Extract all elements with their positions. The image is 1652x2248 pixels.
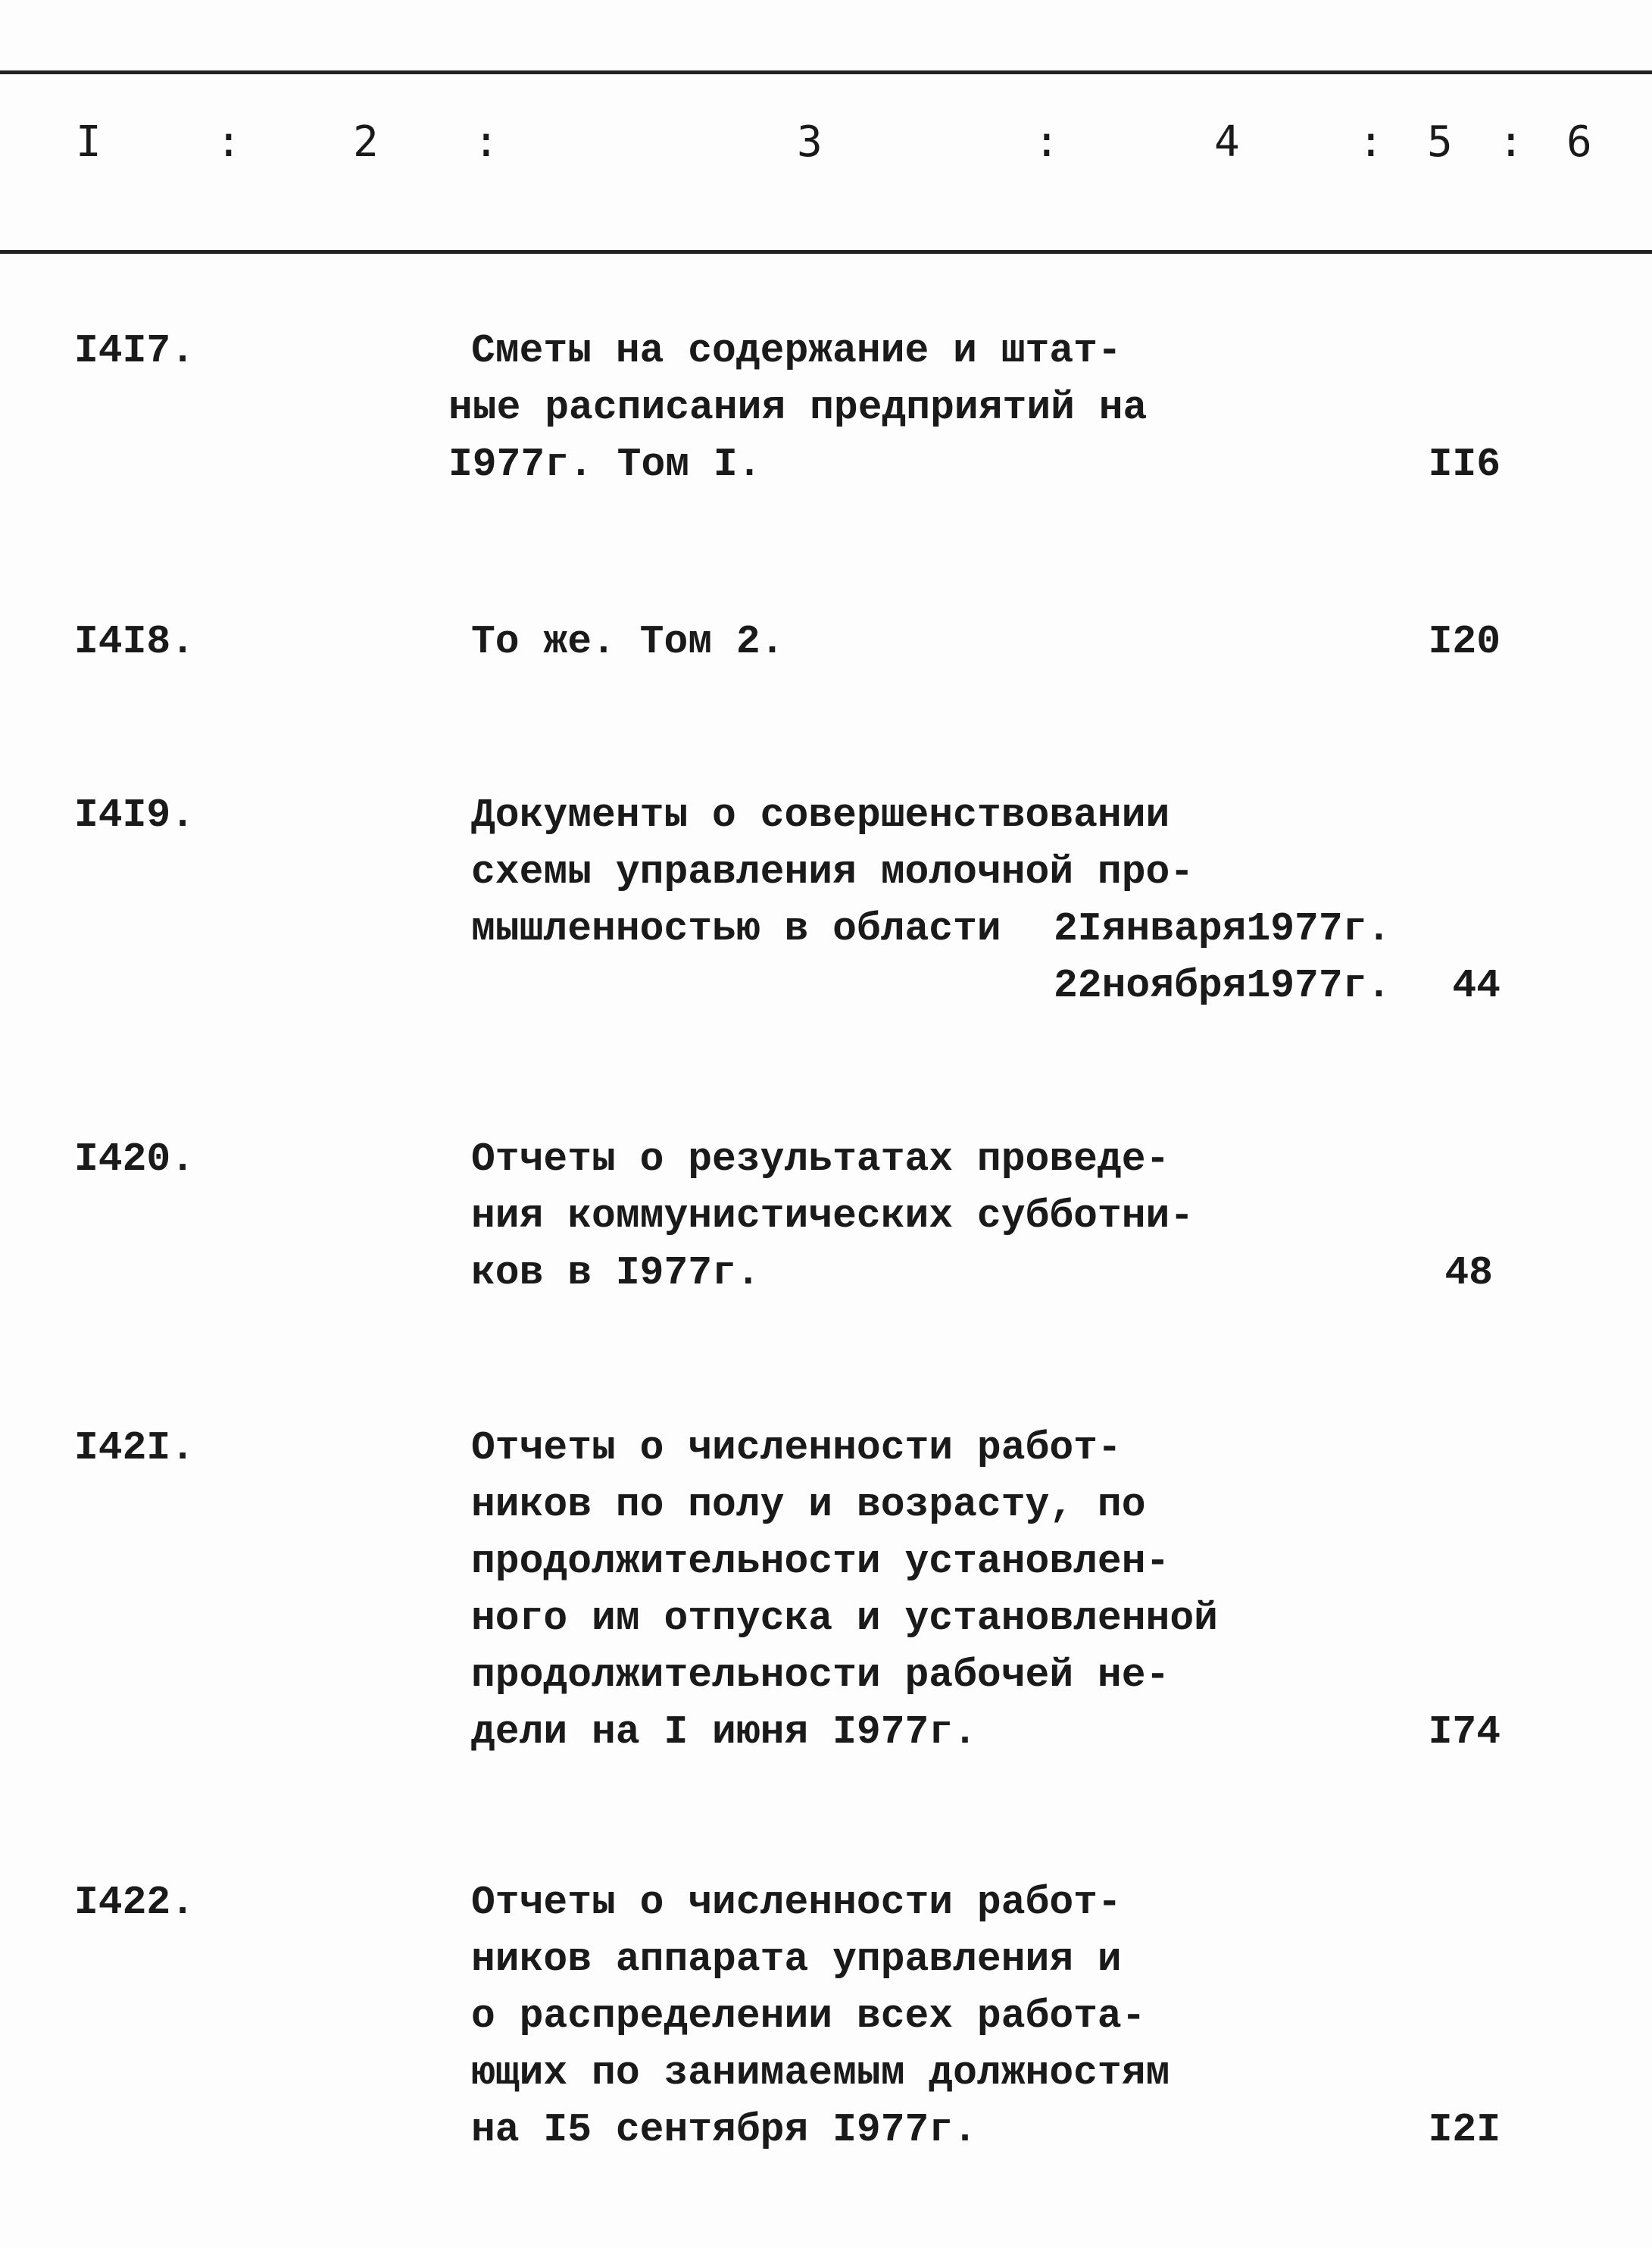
entry-title [471, 1420, 1218, 1761]
page-count: 44 [1452, 963, 1501, 1008]
title-line: продолжительности установлен- [471, 1539, 1170, 1584]
entry-title [471, 1874, 1170, 2159]
title-line: продолжительности рабочей не- [471, 1652, 1170, 1698]
title-line: схемы управления молочной про- [471, 849, 1194, 895]
entry-title [471, 1131, 1194, 1302]
column-separator: : [216, 117, 242, 167]
title-line: мышленностью в области [471, 906, 1001, 952]
column-5-label: 5 [1427, 117, 1453, 167]
column-3-label: 3 [797, 117, 823, 167]
title-line: Отчеты о численности работ- [471, 1880, 1122, 1925]
title-line: ков в I977г. [471, 1250, 760, 1296]
entry-number: I4I9. [74, 793, 195, 838]
title-line: Отчеты о численности работ- [471, 1425, 1122, 1471]
title-line: ные расписания предприятий на [448, 385, 1148, 430]
entry-title [448, 323, 1148, 493]
title-line: ного им отпуска и установленной [471, 1596, 1218, 1641]
top-rule [0, 70, 1652, 74]
page-count: I20 [1428, 619, 1501, 664]
title-line: дели на I июня I977г. [471, 1709, 977, 1755]
column-separator: : [473, 117, 499, 167]
entry-title [471, 614, 784, 671]
page-count: II6 [1428, 442, 1501, 487]
page-count: I2I [1428, 2107, 1501, 2153]
entry-number: I420. [74, 1137, 195, 1182]
title-line: на I5 сентября I977г. [471, 2107, 977, 2153]
entry-date: 22ноября1977г. [1054, 963, 1391, 1008]
column-6-label: 6 [1566, 117, 1592, 167]
title-line: Отчеты о результатах проведе- [471, 1137, 1170, 1182]
title-line: ния коммунистических субботни- [471, 1193, 1194, 1239]
column-1-label: I [76, 117, 101, 167]
entry-number: I42I. [74, 1425, 195, 1471]
entry-number: I422. [74, 1880, 195, 1925]
column-2-label: 2 [353, 117, 379, 167]
header-bottom-rule [0, 250, 1652, 254]
title-line: То же. Том 2. [471, 619, 785, 664]
page-count: I74 [1428, 1709, 1501, 1755]
title-line: ников аппарата управления и [471, 1937, 1122, 1982]
title-line: Документы о совершенствовании [471, 793, 1170, 838]
title-line: Сметы на содержание и штат- [471, 328, 1122, 374]
column-separator: : [1498, 117, 1524, 167]
column-separator: : [1358, 117, 1384, 167]
title-line: I977г. Том I. [448, 442, 762, 487]
title-line: ников по полу и возрасту, по [471, 1482, 1146, 1527]
entry-number: I4I8. [74, 619, 195, 664]
title-line: о распределении всех работа- [471, 1993, 1146, 2039]
entry-date: 2Iянваря1977г. [1054, 906, 1391, 952]
entry-number: I4I7. [74, 328, 195, 374]
page-count: 48 [1444, 1250, 1493, 1296]
column-4-label: 4 [1214, 117, 1240, 167]
title-line: ющих по занимаемым должностям [471, 2050, 1170, 2096]
column-separator: : [1034, 117, 1060, 167]
